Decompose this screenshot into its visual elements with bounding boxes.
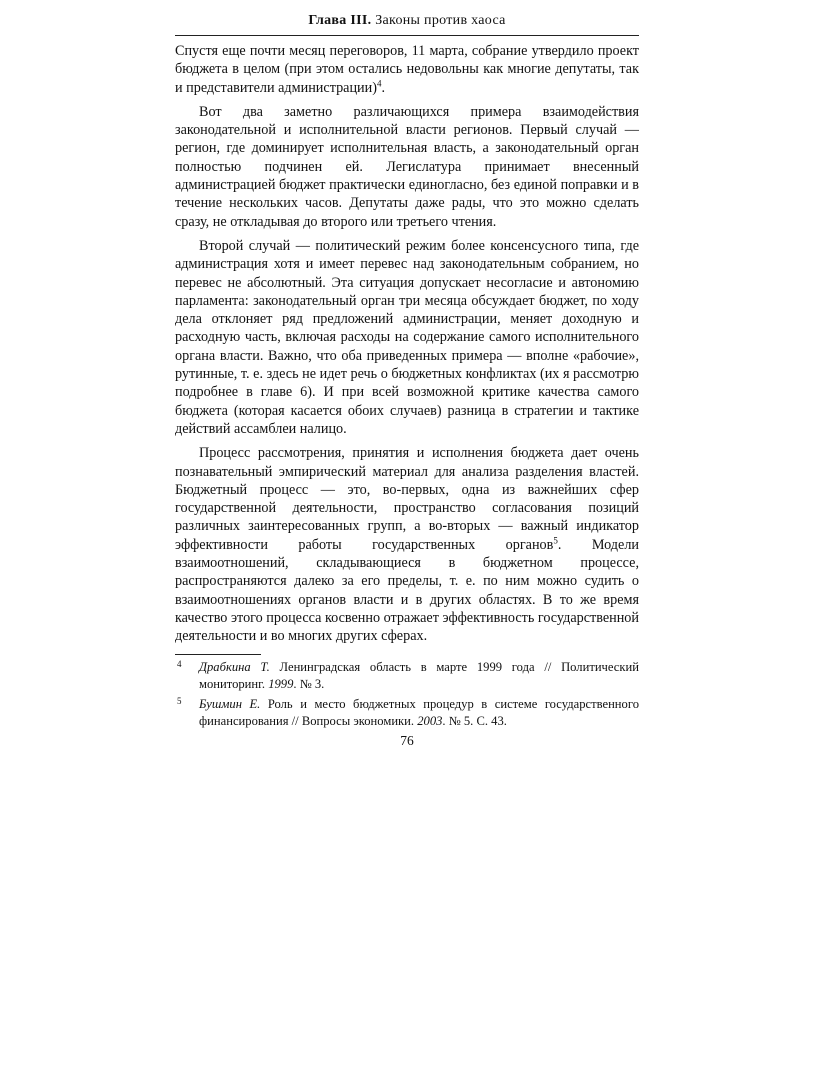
footnotes [175,659,639,733]
page-number: 76 [400,733,414,748]
footnote-number: 5 [177,696,182,706]
footnote-text-end: . № 3. [293,676,325,691]
footnote-author: Бушмин Е. [199,697,261,711]
footnote-5 [175,696,639,729]
paragraph-4 [175,444,639,645]
footnote-text: Роль и место бюджетных процедур в системе государственного финансирования // Вопросы экономики. [199,697,639,728]
footnote-text: Ленинградская область в марте 1999 года // Политический мониторинг. [199,660,639,691]
main-text [175,42,639,646]
paragraph-2: Вот два заметно различающихся примера взаимодействия законодательной и исполнительной власти регионов. Первый случай — регион, где доминирует исполнительная власть, а законодательный орган полностью подчинен ей. Легислатура принимает внесенный администрацией бюджет практически единогласно, без единой поправки и в течение нескольких часов. Депутаты даже рады, что это можно сделать сразу, не откладывая до второго или третьего чтения. [175,103,639,230]
footnote-number: 4 [177,659,182,669]
paragraph-1 [175,42,639,97]
footnote-rule [175,654,261,655]
running-header [175,12,639,29]
paragraph-1-end: . [381,79,386,96]
footnote-4 [175,659,639,692]
paragraph-1-text: Спустя еще почти месяц переговоров, 11 марта, собрание утвердило проект бюджета в целом (при этом остались недовольны как многие депутаты, так и представители администрации) [175,43,639,96]
footnote-ref-4: 4 [376,77,382,88]
paragraph-4-text-a: Процесс рассмотрения, принятия и исполнения бюджета дает очень познавательный эмпирический материал для анализа разделения властей. Бюджетный процесс — это, во-первых, одна из важнейших сфер государственной деятельности, пространство согласования позиций различных заинтересованных групп, а во-вторых — важный индикатор эффективности работы государственных органов [175,445,639,553]
chapter-title: Законы против хаоса [375,13,506,28]
footnote-author: Драбкина Т. [199,660,270,674]
header-rule [175,35,639,36]
paragraph-4-text-b: . Модели взаимоотношений, складывающиеся в бюджетном процессе, распространяются далеко за его пределы, т. е. по ним можно судить о взаимоотношениях органов власти и в других областях. В то же время качество этого процесса косвенно отражает эффективность государственной деятельности и во многих других сферах. [175,536,639,645]
footnote-year: 1999 [268,676,294,691]
footnote-year: 2003 [417,713,443,728]
footnote-text-end: . № 5. С. 43. [442,713,507,728]
chapter-label: Глава III. [308,13,372,28]
paragraph-3: Второй случай — политический режим более консенсусного типа, где администрация хотя и имеет перевес над законодательным собранием, но перевес не абсолютный. Эта ситуация допускает несогласие и автономию парламента: законодательный орган три месяца обсуждает бюджет, по ходу дела отклоняет ряд предложений администрации, меняет доходную и расходную часть, включая расходы на содержание самого исполнительного органа власти. Важно, что оба приведенных примера — вполне «рабочие», рутинные, т. е. здесь не идет речь о бюджетных конфликтах (их я рассмотрю подробнее в главе 6). И при всей возможной критике качества самого бюджета (которая касается обоих случаев) разница в стратегии и тактике действий ассамблеи налицо. [175,237,639,437]
footnote-ref-5: 5 [553,534,558,545]
